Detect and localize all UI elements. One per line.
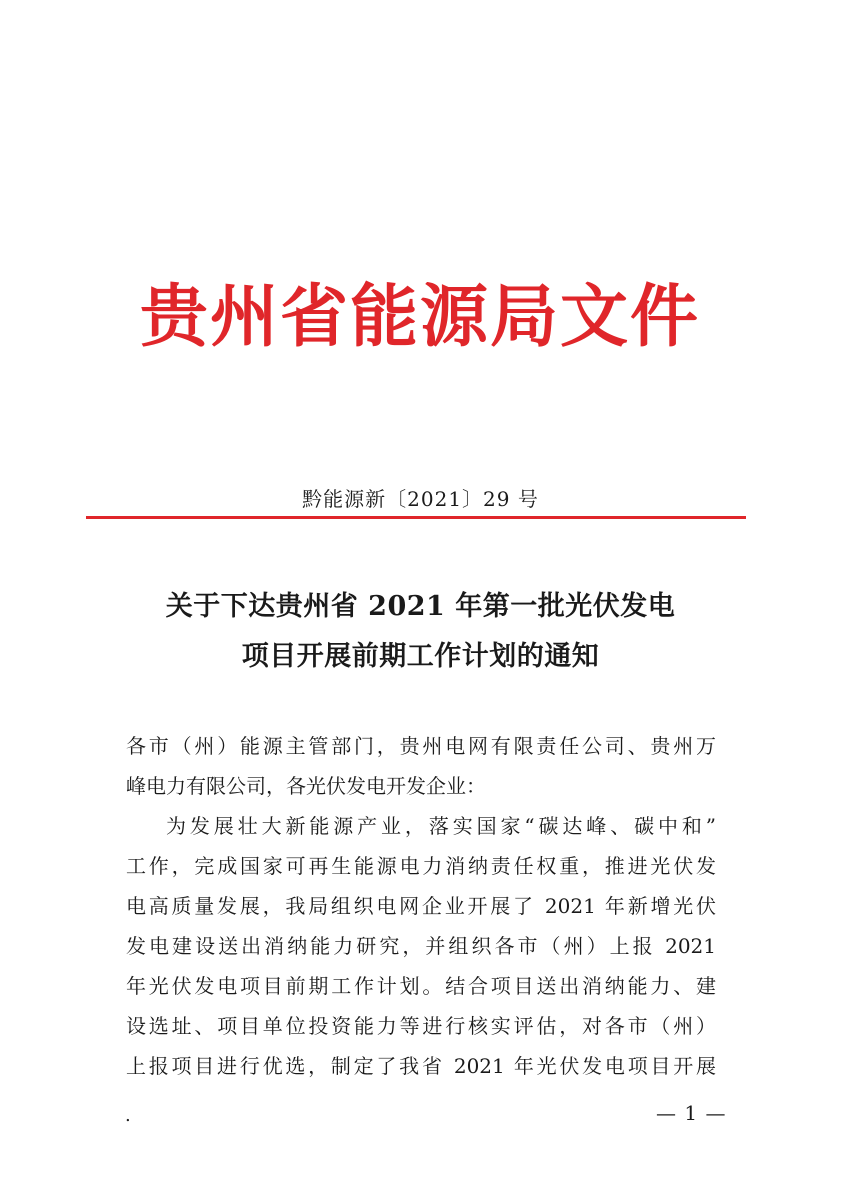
body-line-3: 为发展壮大新能源产业，落实国家“碳达峰、碳中和” bbox=[166, 814, 716, 838]
body-line-9: 上报项目进行优选，制定了我省 2021 年光伏发电项目开展 bbox=[126, 1054, 716, 1078]
page-number: — 1 — bbox=[656, 1101, 727, 1125]
notice-title-line-1: 关于下达贵州省 2021 年第一批光伏发电 bbox=[165, 591, 676, 622]
document-number: 黔能源新〔2021〕29 号 bbox=[302, 487, 539, 511]
footer-dot: . bbox=[125, 1105, 131, 1126]
body-line-4: 工作，完成国家可再生能源电力消纳责任权重，推进光伏发 bbox=[126, 854, 716, 878]
body-line-2: 峰电力有限公司，各光伏发电开发企业： bbox=[126, 774, 486, 798]
red-separator-line bbox=[86, 516, 746, 519]
body-line-1: 各市（州）能源主管部门，贵州电网有限责任公司、贵州万 bbox=[126, 734, 716, 758]
body-line-6: 发电建设送出消纳能力研究，并组织各市（州）上报 2021 bbox=[126, 934, 716, 958]
issuing-authority-header: 贵州省能源局文件 bbox=[139, 277, 700, 357]
notice-title-line-2: 项目开展前期工作计划的通知 bbox=[241, 641, 600, 672]
body-line-8: 设选址、项目单位投资能力等进行核实评估，对各市（州） bbox=[126, 1014, 716, 1038]
body-line-5: 电高质量发展，我局组织电网企业开展了 2021 年新增光伏 bbox=[126, 894, 716, 918]
body-line-7: 年光伏发电项目前期工作计划。结合项目送出消纳能力、建 bbox=[126, 974, 716, 998]
